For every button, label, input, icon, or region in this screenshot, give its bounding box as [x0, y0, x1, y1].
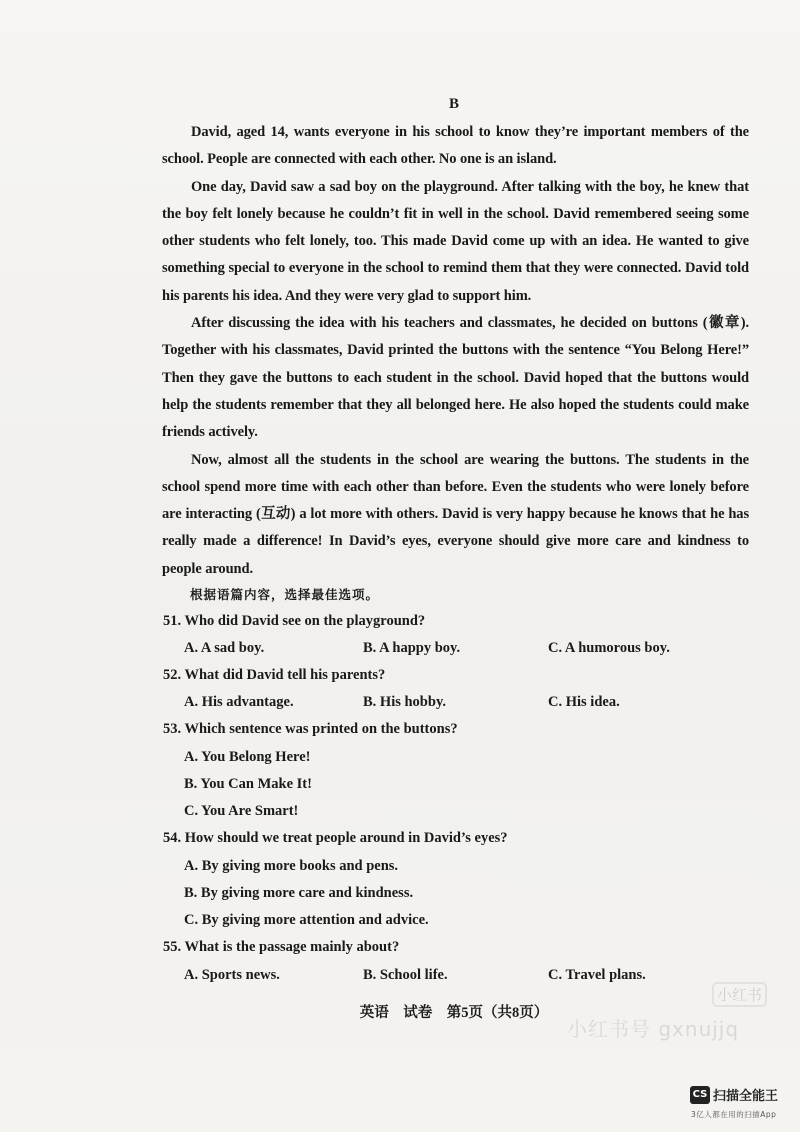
question-51-stem: 51. Who did David see on the playground? — [163, 613, 426, 629]
camscanner-icon: CS — [690, 1086, 710, 1104]
page-footer: 英语 试卷 第5页（共8页） — [359, 1005, 549, 1021]
question-52-option-c: C. His idea. — [548, 694, 620, 710]
passage-paragraph: David, aged 14, wants everyone in his school to know they’re important members of the school. People are connected with each other. No one is an island. — [162, 124, 749, 168]
passage-paragraph: Now, almost all the students in the school are wearing the buttons. The students in the school spend more time with each other than before. Even the students who were lonely before are interacting (互动) a lot more with others. David is very happy because he knows that he has really made a difference! In David’s eyes, everyone should give more care and kindness to people around. — [162, 451, 749, 577]
question-54-stem: 54. How should we treat people around in David’s eyes? — [163, 830, 508, 846]
scanner-app-name: 扫描全能王 — [713, 1089, 779, 1104]
question-52-option-b: B. His hobby. — [363, 694, 447, 710]
reading-passage — [162, 119, 749, 583]
passage-paragraph: One day, David saw a sad boy on the playground. After talking with the boy, he knew that the boy felt lonely because he couldn’t fit in well in the school. David remembered seeing some other students who felt lonely, too. This made David come up with an idea. He wanted to give something special to everyone in the school to remind them that they were connected. David told his parents his idea. And they were very glad to support him. — [162, 178, 749, 304]
question-55-stem: 55. What is the passage mainly about? — [163, 939, 400, 955]
question-53-option-a: A. You Belong Here! — [184, 749, 311, 765]
question-51-option-a: A. A sad boy. — [184, 640, 265, 656]
question-53-option-b: B. You Can Make It! — [184, 776, 312, 792]
question-52-stem: 52. What did David tell his parents? — [163, 667, 386, 683]
question-55-option-c: C. Travel plans. — [548, 967, 646, 983]
question-53-stem: 53. Which sentence was printed on the buttons? — [163, 721, 458, 737]
watermark-handle: 小红书号 gxnujjq — [567, 1017, 740, 1041]
scanner-tagline: 3亿人都在用的扫描App — [691, 1110, 777, 1119]
scanner-app-logo — [690, 1085, 778, 1104]
section-letter: B — [448, 96, 459, 112]
question-55-option-b: B. School life. — [363, 967, 448, 983]
question-54-option-b: B. By giving more care and kindness. — [184, 885, 414, 901]
question-51-option-b: B. A happy boy. — [363, 640, 461, 656]
passage-paragraph: After discussing the idea with his teachers and classmates, he decided on buttons (徽章). Together with his classmates, David printed the buttons with the sentence “You Belong Here!” Then they gave the buttons to each student in the school. David hoped that the buttons would help the students remember that they all belonged here. He also hoped the students could make friends actively. — [162, 315, 749, 441]
watermark-badge: 小红书 — [712, 982, 767, 1007]
question-52-option-a: A. His advantage. — [184, 694, 294, 710]
question-instruction: 根据语篇内容，选择最佳选项。 — [190, 587, 380, 602]
question-55-option-a: A. Sports news. — [184, 967, 280, 983]
question-54-option-c: C. By giving more attention and advice. — [184, 912, 429, 928]
question-51-option-c: C. A humorous boy. — [548, 640, 670, 656]
question-53-option-c: C. You Are Smart! — [184, 803, 299, 819]
question-54-option-a: A. By giving more books and pens. — [184, 858, 399, 874]
